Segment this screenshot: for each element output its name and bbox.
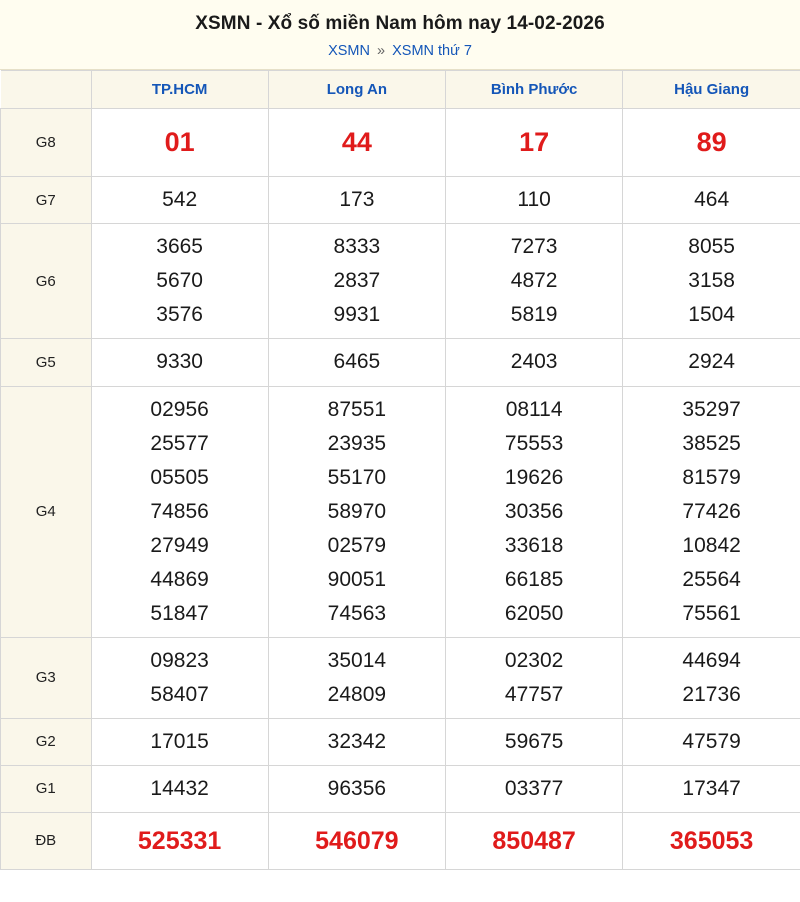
prize-label: G5 bbox=[1, 339, 92, 386]
prize-label: G4 bbox=[1, 386, 92, 637]
number-value: 55170 bbox=[327, 465, 387, 489]
number-value: 44 bbox=[341, 126, 372, 157]
prize-label: G3 bbox=[1, 637, 92, 718]
number-value: 14432 bbox=[150, 776, 209, 800]
number-value: 59675 bbox=[504, 729, 564, 753]
prize-numbers bbox=[623, 177, 800, 224]
prize-label: ĐB bbox=[1, 812, 92, 870]
prize-numbers bbox=[268, 339, 445, 386]
number-value: 02579 bbox=[327, 533, 387, 557]
province-header-3 bbox=[623, 70, 800, 108]
number-value: 17347 bbox=[682, 776, 741, 800]
prize-numbers bbox=[91, 177, 268, 224]
number-value: 24809 bbox=[327, 682, 387, 706]
prize-numbers bbox=[268, 108, 445, 177]
number-value: 02302 bbox=[504, 648, 564, 672]
number-value: 87551 bbox=[327, 397, 387, 421]
prize-numbers bbox=[446, 386, 623, 637]
number-value: 525331 bbox=[137, 826, 222, 855]
prize-numbers bbox=[91, 637, 268, 718]
number-value: 32342 bbox=[327, 729, 387, 753]
number-value: 25577 bbox=[150, 431, 209, 455]
province-link-3[interactable]: Hậu Giang bbox=[674, 80, 750, 98]
number-value: 44694 bbox=[682, 648, 741, 672]
breadcrumb-separator: » bbox=[377, 42, 386, 59]
number-value: 173 bbox=[339, 188, 375, 212]
prize-label: G8 bbox=[1, 108, 92, 177]
prize-numbers bbox=[623, 812, 800, 870]
number-value: 75561 bbox=[682, 601, 741, 625]
prize-numbers bbox=[446, 108, 623, 177]
number-value: 77426 bbox=[682, 499, 741, 523]
number-value: 6465 bbox=[333, 350, 381, 374]
number-value: 9330 bbox=[156, 350, 203, 374]
number-value: 09823 bbox=[150, 648, 209, 672]
number-value: 74563 bbox=[327, 601, 387, 625]
page-header bbox=[0, 0, 800, 70]
prize-label: G6 bbox=[1, 224, 92, 339]
number-value: 02956 bbox=[150, 397, 209, 421]
number-value: 5819 bbox=[510, 303, 558, 327]
prize-numbers bbox=[268, 637, 445, 718]
number-value: 17 bbox=[519, 126, 550, 157]
prize-numbers bbox=[446, 177, 623, 224]
prize-numbers bbox=[91, 108, 268, 177]
prize-numbers bbox=[91, 224, 268, 339]
page-title: XSMN - Xổ số miền Nam hôm nay 14-02-2026 bbox=[195, 13, 605, 34]
number-value: 08114 bbox=[505, 397, 563, 421]
number-value: 74856 bbox=[150, 499, 209, 523]
breadcrumb-current-link[interactable]: XSMN thứ 7 bbox=[392, 42, 472, 59]
prize-numbers bbox=[623, 224, 800, 339]
prize-numbers bbox=[268, 718, 445, 765]
prize-label: G7 bbox=[1, 177, 92, 224]
table-corner-cell bbox=[1, 70, 92, 108]
prize-numbers bbox=[446, 224, 623, 339]
prize-numbers bbox=[446, 339, 623, 386]
prize-numbers bbox=[268, 386, 445, 637]
number-value: 365053 bbox=[669, 826, 754, 855]
prize-numbers bbox=[446, 812, 623, 870]
number-value: 1504 bbox=[688, 303, 735, 327]
province-header-2 bbox=[446, 70, 623, 108]
number-value: 62050 bbox=[504, 601, 564, 625]
province-link-0[interactable]: TP.HCM bbox=[151, 80, 208, 98]
number-value: 47579 bbox=[682, 729, 741, 753]
number-value: 47757 bbox=[504, 682, 564, 706]
number-value: 23935 bbox=[327, 431, 387, 455]
number-value: 3158 bbox=[688, 269, 735, 293]
prize-numbers bbox=[623, 339, 800, 386]
province-link-2[interactable]: Bình Phước bbox=[490, 80, 578, 98]
table-row bbox=[1, 386, 800, 637]
number-value: 05505 bbox=[150, 465, 209, 489]
prize-numbers bbox=[446, 718, 623, 765]
prize-numbers bbox=[446, 765, 623, 812]
prize-numbers bbox=[91, 718, 268, 765]
table-row bbox=[1, 718, 800, 765]
number-value: 17015 bbox=[150, 729, 209, 753]
number-value: 89 bbox=[696, 126, 727, 157]
number-value: 25564 bbox=[682, 567, 741, 591]
number-value: 2837 bbox=[333, 269, 381, 293]
prize-numbers bbox=[91, 386, 268, 637]
number-value: 96356 bbox=[327, 776, 387, 800]
number-value: 5670 bbox=[156, 269, 203, 293]
prize-numbers bbox=[623, 637, 800, 718]
number-value: 90051 bbox=[327, 567, 387, 591]
prize-numbers bbox=[268, 765, 445, 812]
number-value: 44869 bbox=[150, 567, 209, 591]
province-header-0 bbox=[91, 70, 268, 108]
number-value: 03377 bbox=[504, 776, 564, 800]
table-row bbox=[1, 177, 800, 224]
number-value: 3665 bbox=[156, 235, 203, 259]
number-value: 9931 bbox=[333, 303, 381, 327]
number-value: 8333 bbox=[333, 235, 381, 259]
number-value: 546079 bbox=[315, 826, 399, 855]
prize-numbers bbox=[91, 339, 268, 386]
table-row bbox=[1, 339, 800, 386]
number-value: 81579 bbox=[682, 465, 741, 489]
number-value: 7273 bbox=[510, 235, 558, 259]
breadcrumb bbox=[0, 43, 800, 59]
prize-label: G2 bbox=[1, 718, 92, 765]
lottery-result-table bbox=[0, 70, 800, 870]
number-value: 4872 bbox=[510, 269, 558, 293]
table-header-row bbox=[1, 70, 800, 108]
prize-numbers bbox=[623, 718, 800, 765]
table-row bbox=[1, 108, 800, 177]
number-value: 542 bbox=[162, 188, 198, 212]
table-row bbox=[1, 637, 800, 718]
prize-numbers bbox=[623, 765, 800, 812]
province-link-1[interactable]: Long An bbox=[326, 80, 387, 98]
province-header-1 bbox=[268, 70, 445, 108]
number-value: 8055 bbox=[688, 235, 735, 259]
table-row bbox=[1, 224, 800, 339]
prize-numbers bbox=[268, 812, 445, 870]
number-value: 30356 bbox=[504, 499, 564, 523]
number-value: 35297 bbox=[682, 397, 741, 421]
number-value: 38525 bbox=[682, 431, 741, 455]
prize-numbers bbox=[446, 637, 623, 718]
number-value: 2403 bbox=[510, 350, 558, 374]
number-value: 33618 bbox=[504, 533, 564, 557]
number-value: 75553 bbox=[504, 431, 564, 455]
table-row bbox=[1, 812, 800, 870]
prize-numbers bbox=[268, 177, 445, 224]
number-value: 110 bbox=[517, 188, 551, 212]
number-value: 3576 bbox=[156, 303, 203, 327]
prize-label: G1 bbox=[1, 765, 92, 812]
number-value: 850487 bbox=[492, 826, 576, 855]
number-value: 19626 bbox=[504, 465, 564, 489]
number-value: 51847 bbox=[150, 601, 209, 625]
number-value: 2924 bbox=[688, 350, 735, 374]
number-value: 10842 bbox=[682, 533, 741, 557]
table-row bbox=[1, 765, 800, 812]
number-value: 27949 bbox=[150, 533, 209, 557]
number-value: 58970 bbox=[327, 499, 387, 523]
number-value: 01 bbox=[164, 126, 195, 157]
prize-numbers bbox=[91, 765, 268, 812]
prize-numbers bbox=[91, 812, 268, 870]
prize-numbers bbox=[268, 224, 445, 339]
number-value: 464 bbox=[694, 188, 730, 212]
number-value: 35014 bbox=[327, 648, 387, 672]
breadcrumb-root-link[interactable]: XSMN bbox=[328, 42, 370, 59]
number-value: 21736 bbox=[682, 682, 741, 706]
number-value: 58407 bbox=[150, 682, 209, 706]
number-value: 66185 bbox=[504, 567, 564, 591]
prize-numbers bbox=[623, 386, 800, 637]
prize-numbers bbox=[623, 108, 800, 177]
